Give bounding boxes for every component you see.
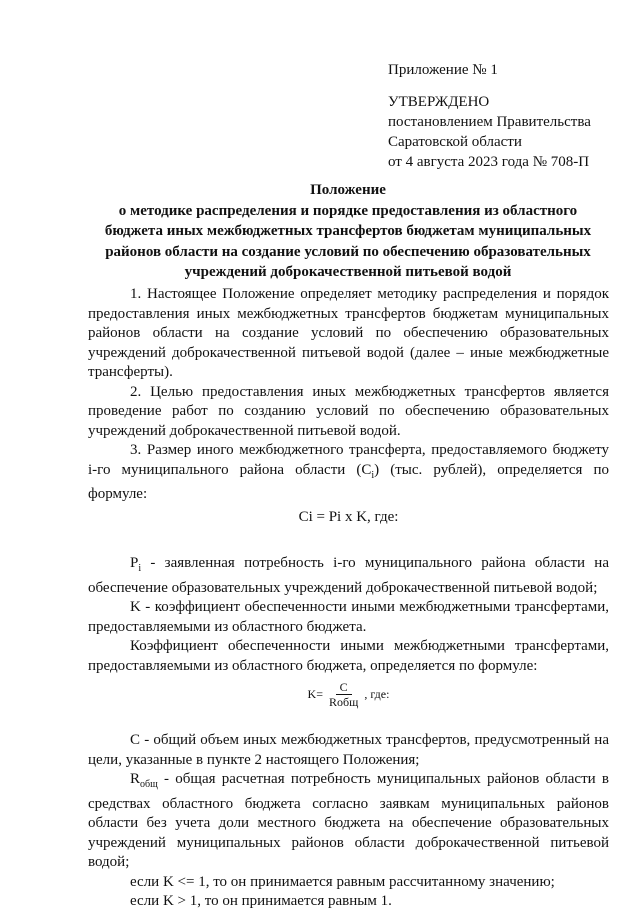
paragraph-3	[88, 441, 609, 505]
condition-2: если K > 1, то он принимается равным 1.	[130, 893, 392, 909]
title-line-1: Положение	[310, 182, 386, 198]
approved-by-line-1: постановлением Правительства	[388, 114, 591, 130]
formula-k-tail: , где:	[364, 686, 390, 701]
definition-r-text: - общая расчетная потребность муниципальных районов области в средствах областного бюджета согласно заявкам муниципальных районов области без учета доли местного бюджета на обеспечение образовательных учреждений муниципальных районов области доброкачественной питьевой водой;	[88, 771, 609, 870]
appendix-label: Приложение № 1	[388, 62, 498, 78]
paragraph-3-text-b: ) (тыс. рублей), определяется по формуле:	[88, 461, 609, 502]
paragraph-1: 1. Настоящее Положение определяет методику распределения и порядок предоставления иных межбюджетных трансфертов бюджетам муниципальных районов области на создание условий по обеспечению образовательных учреждений доброкачественной питьевой водой (далее – иные межбюджетные трансферты).	[88, 286, 609, 380]
title-line-2: о методике распределения и порядке предоставления из областного	[118, 202, 578, 219]
title-line-4: районов области на создание условий по обеспечению образовательных	[105, 243, 591, 260]
paragraph-3-subscript: i	[371, 469, 375, 481]
formula-ci: Ci = Pi x K, где:	[298, 508, 399, 525]
definition-r	[88, 770, 609, 873]
approval-block	[388, 92, 591, 172]
definition-p-symbol: P	[130, 555, 139, 571]
definition-r-symbol: R	[130, 771, 141, 787]
paragraph-2: 2. Целью предоставления иных межбюджетных трансфертов является проведение работ по созданию условий по обеспечению образовательных учреждений доброкачественной питьевой водой.	[88, 383, 609, 439]
formula-k-denominator: Rобщ	[328, 695, 359, 709]
document-body	[88, 285, 609, 912]
formula-k-fraction	[325, 680, 362, 709]
definition-p-text: - заявленная потребность i-го муниципального района области на обеспечение образовательных учреждений доброкачественной питьевой водой;	[88, 555, 609, 596]
definition-c: C - общий объем иных межбюджетных трансфертов, предусмотренный на цели, указанные в пункте 2 настоящего Положения;	[88, 732, 609, 768]
coefficient-intro: Коэффициент обеспеченности иными межбюджетными трансфертами, предоставляемыми из областного бюджета, определяется по формуле:	[88, 638, 609, 674]
approved-date: от 4 августа 2023 года № 708-П	[388, 154, 590, 170]
document-title	[88, 180, 608, 283]
formula-k	[88, 680, 609, 709]
definition-p	[88, 554, 609, 598]
condition-1: если K <= 1, то он принимается равным рассчитанному значению;	[130, 873, 555, 890]
title-line-3: бюджета иных межбюджетных трансфертов бюджетам муниципальных	[104, 223, 592, 239]
approved-by-line-2: Саратовской области	[388, 134, 522, 150]
definition-p-subscript: i	[138, 563, 142, 574]
approved-stamp: УТВЕРЖДЕНО	[388, 94, 490, 110]
paragraph-3-text-a: 3. Размер иного межбюджетного трансферта, предоставляемого бюджету i-го муниципального района области (C	[88, 442, 609, 478]
definition-r-subscript: общ	[140, 779, 158, 790]
definition-k: K - коэффициент обеспеченности иными межбюджетными трансфертами, предоставляемыми из областного бюджета.	[88, 599, 609, 635]
formula-k-numerator: C	[336, 680, 352, 695]
title-line-5: учреждений доброкачественной питьевой водой	[184, 264, 512, 280]
formula-k-lhs: K=	[307, 686, 323, 701]
